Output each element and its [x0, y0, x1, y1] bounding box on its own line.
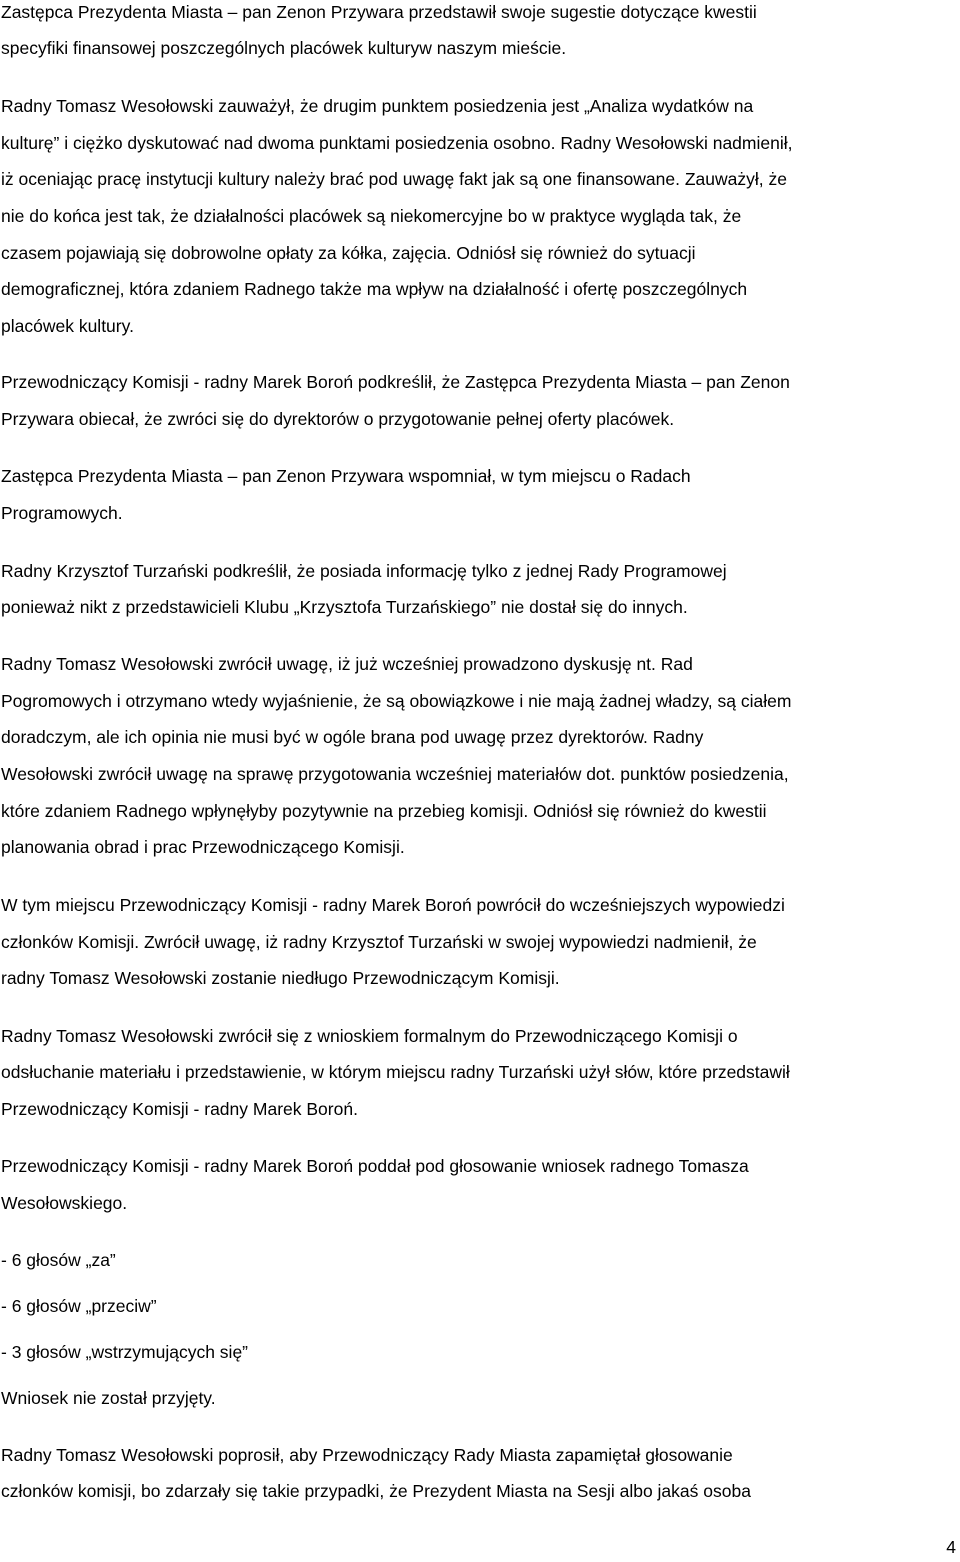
text-line: Wesołowski zwrócił uwagę na sprawę przygotowania wcześniej materiałów dot. punktów posiedzenia, — [1, 764, 789, 784]
vote-outcome: Wniosek nie został przyjęty. — [1, 1388, 216, 1408]
text-line: odsłuchanie materiału i przedstawienie, w którym miejscu radny Turzański użył słów, które przedstawił — [1, 1062, 790, 1082]
text-line: członków komisji, bo zdarzały się takie przypadki, że Prezydent Miasta na Sesji albo jakaś osoba — [1, 1481, 751, 1501]
vote-result-abstain: - 3 głosów „wstrzymujących się” — [1, 1342, 248, 1362]
text-line: demograficznej, która zdaniem Radnego także ma wpływ na działalność i ofertę poszczególnych — [1, 279, 748, 299]
text-line: Pogromowych i otrzymano wtedy wyjaśnienie, że są obowiązkowe i nie mają żadnej władzy, są ciałem — [1, 691, 792, 711]
text-line: iż oceniając pracę instytucji kultury należy brać pod uwagę fakt jak są one finansowane. Zauważył, że — [1, 169, 787, 189]
text-line: nie do końca jest tak, że działalności placówek są niekomercyjne bo w praktyce wygląda tak, że — [1, 206, 742, 226]
text-line: placówek kultury. — [1, 316, 134, 336]
text-line: Przywara obiecał, że zwróci się do dyrektorów o przygotowanie pełnej oferty placówek. — [1, 409, 675, 429]
text-line: planowania obrad i prac Przewodniczącego Komisji. — [1, 837, 405, 857]
page-number: 4 — [946, 1537, 956, 1557]
text-line: Radny Tomasz Wesołowski zwrócił uwagę, iż już wcześniej prowadzono dyskusję nt. Rad — [1, 654, 693, 674]
text-line: Radny Tomasz Wesołowski zwrócił się z wnioskiem formalnym do Przewodniczącego Komisji o — [1, 1026, 738, 1046]
text-line: Radny Tomasz Wesołowski zauważył, że drugim punktem posiedzenia jest „Analiza wydatków na — [1, 96, 754, 116]
text-line: specyfiki finansowej poszczególnych placówek kulturyw naszym mieście. — [1, 38, 567, 58]
text-line: Wesołowskiego. — [1, 1193, 128, 1213]
text-line: Zastępca Prezydenta Miasta – pan Zenon Przywara przedstawił swoje sugestie dotyczące kwestii — [1, 2, 757, 22]
text-line: Przewodniczący Komisji - radny Marek Boroń podkreślił, że Zastępca Prezydenta Miasta – pan Zenon — [1, 372, 790, 392]
text-line: kulturę” i ciężko dyskutować nad dwoma punktami posiedzenia osobno. Radny Wesołowski nadmienił, — [1, 133, 793, 153]
text-line: W tym miejscu Przewodniczący Komisji - radny Marek Boroń powrócił do wcześniejszych wypowiedzi — [1, 895, 785, 915]
text-line: radny Tomasz Wesołowski zostanie niedługo Przewodniczącym Komisji. — [1, 968, 560, 988]
text-line: Zastępca Prezydenta Miasta – pan Zenon Przywara wspomniał, w tym miejscu o Radach — [1, 466, 691, 486]
text-line: Radny Tomasz Wesołowski poprosił, aby Przewodniczący Rady Miasta zapamiętał głosowanie — [1, 1445, 733, 1465]
text-line: Przewodniczący Komisji - radny Marek Boroń poddał pod głosowanie wniosek radnego Tomasza — [1, 1156, 749, 1176]
text-line: doradczym, ale ich opinia nie musi być w ogóle brana pod uwagę przez dyrektorów. Radny — [1, 727, 704, 747]
text-line: członków Komisji. Zwrócił uwagę, iż radny Krzysztof Turzański w swojej wypowiedzi nadmienił, że — [1, 932, 757, 952]
text-line: ponieważ nikt z przedstawicieli Klubu „Krzysztofa Turzańskiego” nie dostał się do innych. — [1, 597, 688, 617]
text-line: Programowych. — [1, 503, 123, 523]
vote-result-against: - 6 głosów „przeciw” — [1, 1296, 157, 1316]
text-line: czasem pojawiają się dobrowolne opłaty za kółka, zajęcia. Odniósł się również do sytuacji — [1, 243, 696, 263]
text-line: Radny Krzysztof Turzański podkreślił, że posiada informację tylko z jednej Rady Programowej — [1, 561, 727, 581]
text-line: które zdaniem Radnego wpłynęłyby pozytywnie na przebieg komisji. Odniósł się również do kwestii — [1, 801, 767, 821]
text-line: Przewodniczący Komisji - radny Marek Boroń. — [1, 1099, 358, 1119]
vote-result-for: - 6 głosów „za” — [1, 1250, 116, 1270]
